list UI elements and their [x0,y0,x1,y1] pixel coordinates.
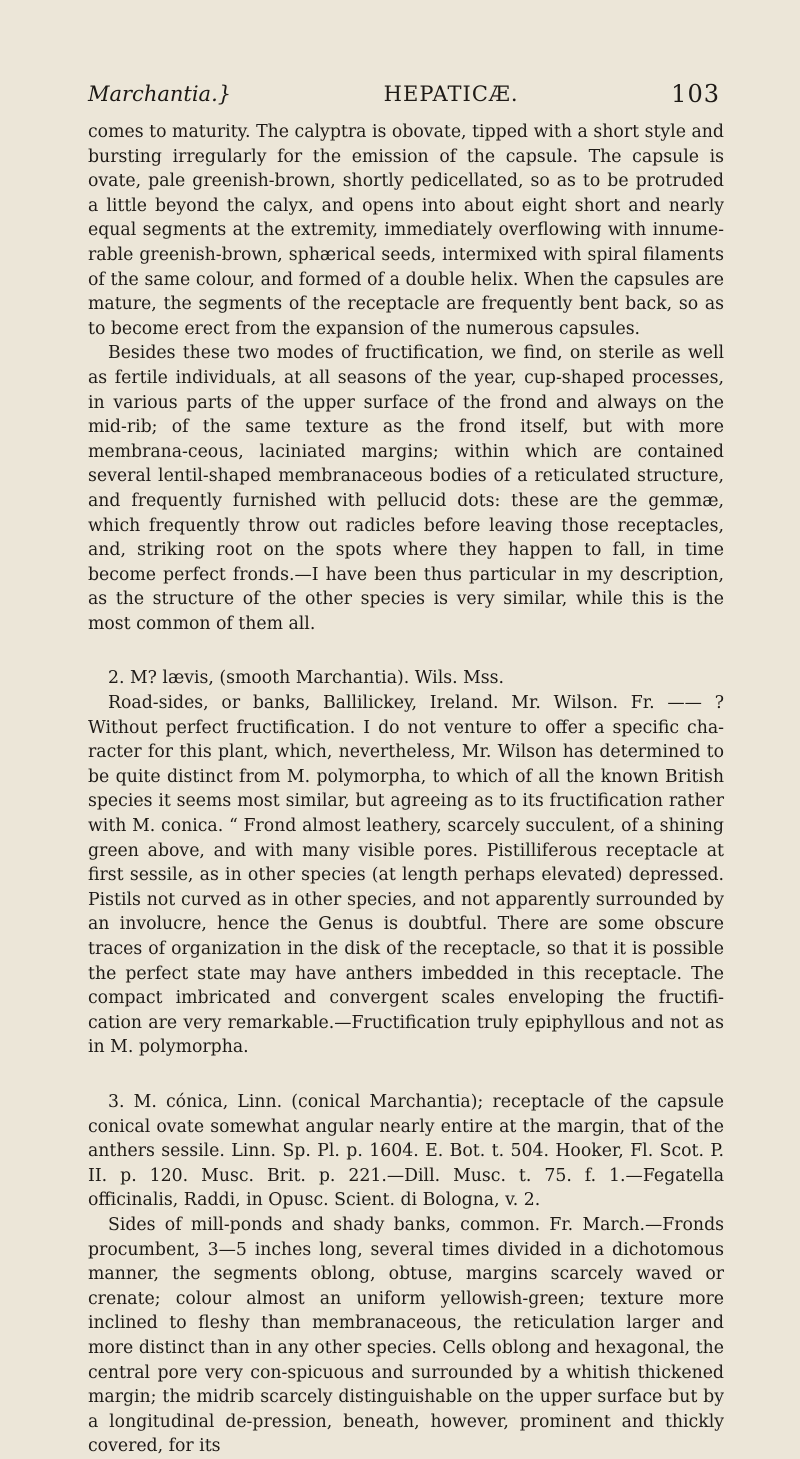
paragraph-laevis: Road-sides, or banks, Ballilickey, Ireland. Mr. Wilson. Fr. —— ? Without perfect fructification. I do not venture to offer a specific cha-racter for this plant, which, nevertheless, Mr. Wilson has determined to be quite distinct from M. polymorpha, to which of all the known British species it seems most similar, but agreeing as to its fructification rather with M. conica. “ Frond almost leathery, scarcely succulent, of a shining green above, and with many visible pores. Pistilliferous receptacle at first sessile, as in other species (at length perhaps elevated) depressed. Pistils not curved as in other species, and not apparently surrounded by an involucre, hence the Genus is doubtful. There are some obscure traces of organization in the disk of the receptacle, so that it is possible the perfect state may have anthers imbedded in this receptacle. The compact imbricated and convergent scales enveloping the fructifi-cation are very remarkable.—Fructification truly epiphyllous and not as in M. polymorpha. [88,693,724,1058]
header-family: HEPATICÆ. [383,82,519,106]
body-text [88,120,724,1459]
header-genus: Marchantia.} [88,82,232,106]
running-header [88,76,720,112]
paragraph-conica: Sides of mill-ponds and shady banks, common. Fr. March.—Fronds procumbent, 3—5 inches long, several times divided in a dichotomous manner, the segments oblong, obtuse, margins scarcely waved or crenate; colour almost an uniform yellowish-green; texture more inclined to fleshy than membranaceous, the reticulation larger and more distinct than in any other species. Cells oblong and hexagonal, the central pore very con-spicuous and surrounded by a whitish thickened margin; the midrib scarcely distinguishable on the upper surface but by a longitudinal de-pression, beneath, however, prominent and thickly covered, for its [88,1214,724,1457]
paragraph-gemmae: Besides these two modes of fructification, we find, on sterile as well as fertile individuals, at all seasons of the year, cup-shaped processes, in various parts of the upper surface of the frond and always on the mid-rib; of the same texture as the frond itself, but with more membrana-ceous, laciniated margins; within which are contained several lentil-shaped membranaceous bodies of a reticulated structure, and frequently furnished with pellucid dots: these are the gemmæ, which frequently throw out radicles before leaving those receptacles, and, striking root on the spots where they happen to fall, in time become perfect fronds.—I have been thus particular in my description, as the structure of the other species is very similar, while this is the most common of them all. [88,343,724,634]
species-heading-laevis: 2. M? lævis, (smooth Marchantia). Wils. Mss. [108,668,505,689]
page-number: 103 [671,80,720,108]
paragraph-calyptra: comes to maturity. The calyptra is obovate, tipped with a short style and bursting irregularly for the emission of the capsule. The capsule is ovate, pale greenish-brown, shortly pedicellated, so as to be protruded a little beyond the calyx, and opens into about eight short and nearly equal segments at the extremity, immediately overflowing with innume-rable greenish-brown, sphærical seeds, intermixed with spiral filaments of the same colour, and formed of a double helix. When the capsules are mature, the segments of the receptacle are frequently bent back, so as to become erect from the expansion of the numerous capsules. [88,122,724,339]
species-heading-conica: 3. M. cónica, Linn. (conical Marchantia); receptacle of the capsule conical ovate somewhat angular nearly entire at the margin, that of the anthers sessile. Linn. Sp. Pl. p. 1604. E. Bot. t. 504. Hooker, Fl. Scot. P. II. p. 120. Musc. Brit. p. 221.—Dill. Musc. t. 75. f. 1.—Fegatella officinalis, Raddi, in Opusc. Scient. di Bologna, v. 2. [88,1091,724,1211]
